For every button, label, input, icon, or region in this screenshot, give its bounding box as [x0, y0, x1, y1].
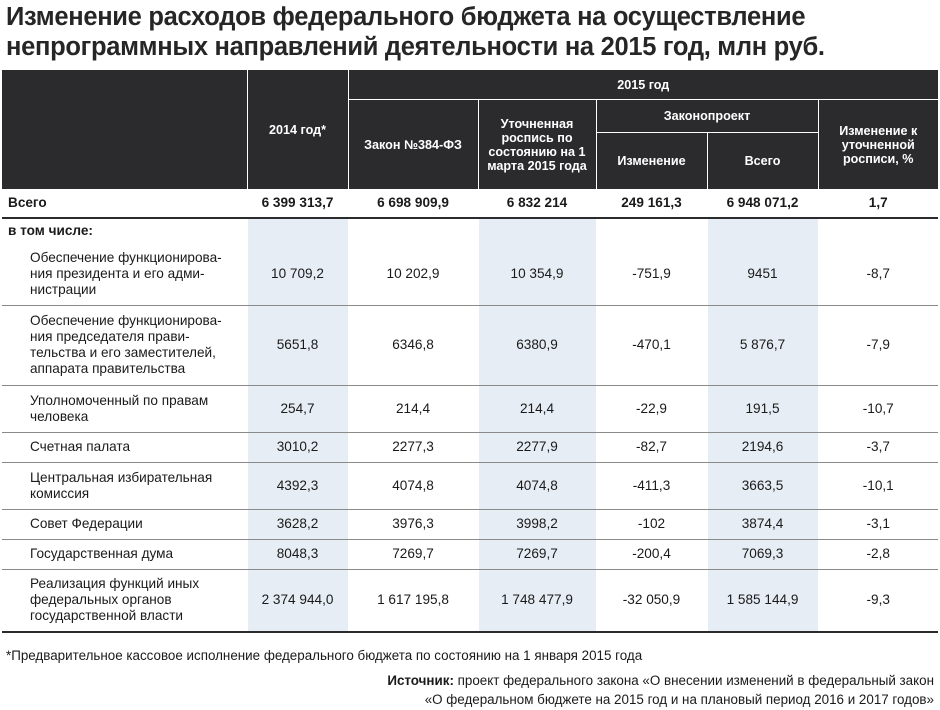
cell-refined: 2277,9 [478, 432, 596, 462]
cell-2014: 5651,8 [247, 305, 348, 385]
source-line-1 [387, 671, 934, 690]
cell-pct: -9,3 [818, 569, 938, 632]
table-row [2, 462, 938, 509]
cell-bill-total: 5 876,7 [707, 305, 818, 385]
cell-bill-change: -32 050,9 [596, 569, 707, 632]
cell-2014: 8048,3 [247, 539, 348, 569]
footnote: *Предварительное кассовое исполнение федерального бюджета по состоянию на 1 января 2015 года [6, 648, 643, 663]
cell-pct: -8,7 [818, 243, 938, 305]
table-row [2, 569, 938, 632]
cell-bill-change: -22,9 [596, 385, 707, 432]
header-bill-total: Всего [707, 133, 818, 190]
cell-pct: -10,7 [818, 385, 938, 432]
row-label: Обеспечение функционирова-ния президента и его адми-нистрации [2, 243, 247, 305]
cell-refined: 7269,7 [478, 539, 596, 569]
cell-pct: -3,1 [818, 509, 938, 539]
cell-bill-change: -751,9 [596, 243, 707, 305]
source-text-2: «О федеральном бюджете на 2015 год и на плановый период 2016 и 2017 годов» [424, 692, 934, 707]
header-pct-change: Изменение к уточненной росписи, % [818, 100, 938, 190]
cell-pct: -7,9 [818, 305, 938, 385]
source-label: Источник: [387, 673, 454, 688]
cell-refined: 214,4 [478, 385, 596, 432]
cell-pct: -3,7 [818, 432, 938, 462]
header-2014: 2014 год* [247, 70, 348, 189]
cell-2014: 6 399 313,7 [247, 189, 348, 218]
cell-2014: 3010,2 [247, 432, 348, 462]
header-bill-change: Изменение [596, 133, 707, 190]
cell-bill-change: -411,3 [596, 462, 707, 509]
row-label: Уполномоченный по правам человека [2, 385, 247, 432]
cell-law: 214,4 [348, 385, 478, 432]
header-empty-corner [2, 70, 247, 189]
cell-refined: 3998,2 [478, 509, 596, 539]
cell-bill-total: 3874,4 [707, 509, 818, 539]
row-label: Всего [2, 189, 247, 218]
table-subheader-row [2, 218, 938, 243]
row-label: Центральная избирательная комиссия [2, 462, 247, 509]
cell-refined: 6380,9 [478, 305, 596, 385]
cell-pct: -10,1 [818, 462, 938, 509]
cell-law: 4074,8 [348, 462, 478, 509]
source-note [387, 671, 934, 709]
cell-law: 10 202,9 [348, 243, 478, 305]
cell-law: 6346,8 [348, 305, 478, 385]
table-row [2, 539, 938, 569]
cell-pct: 1,7 [818, 189, 938, 218]
cell-law: 7269,7 [348, 539, 478, 569]
row-label: Обеспечение функционирова-ния председателя прави-тельства и его заместителей, аппарата правительства [2, 305, 247, 385]
cell-bill-change: -102 [596, 509, 707, 539]
cell-refined: 1 748 477,9 [478, 569, 596, 632]
cell-refined: 4074,8 [478, 462, 596, 509]
cell-2014: 4392,3 [247, 462, 348, 509]
header-2015: 2015 год [348, 70, 938, 100]
table-row-total [2, 189, 938, 218]
row-label: Реализация функций иных федеральных органов государственной власти [2, 569, 247, 632]
cell-law: 1 617 195,8 [348, 569, 478, 632]
row-label: Счетная палата [2, 432, 247, 462]
cell-bill-total: 9451 [707, 243, 818, 305]
page-title: Изменение расходов федерального бюджета на осуществление непрограммных направлений деятельности на 2015 год, млн руб. [6, 3, 825, 61]
cell-bill-change: 249 161,3 [596, 189, 707, 218]
table-row [2, 305, 938, 385]
subheader-label: в том числе: [8, 223, 93, 238]
cell-refined: 10 354,9 [478, 243, 596, 305]
cell-bill-change: -200,4 [596, 539, 707, 569]
cell-pct: -2,8 [818, 539, 938, 569]
cell-2014: 254,7 [247, 385, 348, 432]
source-text-1: проект федерального закона «О внесении изменений в федеральный закон [457, 673, 934, 688]
row-label: Государственная дума [2, 539, 247, 569]
cell-bill-change: -470,1 [596, 305, 707, 385]
cell-bill-total: 7069,3 [707, 539, 818, 569]
cell-law: 6 698 909,9 [348, 189, 478, 218]
cell-bill-total: 3663,5 [707, 462, 818, 509]
cell-bill-change: -82,7 [596, 432, 707, 462]
cell-bill-total: 191,5 [707, 385, 818, 432]
table-row [2, 243, 938, 305]
table-row [2, 385, 938, 432]
table-row [2, 432, 938, 462]
budget-table [2, 70, 938, 633]
cell-refined: 6 832 214 [478, 189, 596, 218]
cell-law: 2277,3 [348, 432, 478, 462]
cell-law: 3976,3 [348, 509, 478, 539]
cell-2014: 10 709,2 [247, 243, 348, 305]
cell-2014: 3628,2 [247, 509, 348, 539]
row-label: Совет Федерации [2, 509, 247, 539]
cell-bill-total: 1 585 144,9 [707, 569, 818, 632]
header-law: Закон №384-ФЗ [348, 100, 478, 190]
cell-bill-total: 6 948 071,2 [707, 189, 818, 218]
table-row [2, 509, 938, 539]
cell-bill-total: 2194,6 [707, 432, 818, 462]
cell-2014: 2 374 944,0 [247, 569, 348, 632]
header-bill: Законопроект [596, 100, 818, 133]
header-refined: Уточненная роспись по состоянию на 1 марта 2015 года [478, 100, 596, 190]
